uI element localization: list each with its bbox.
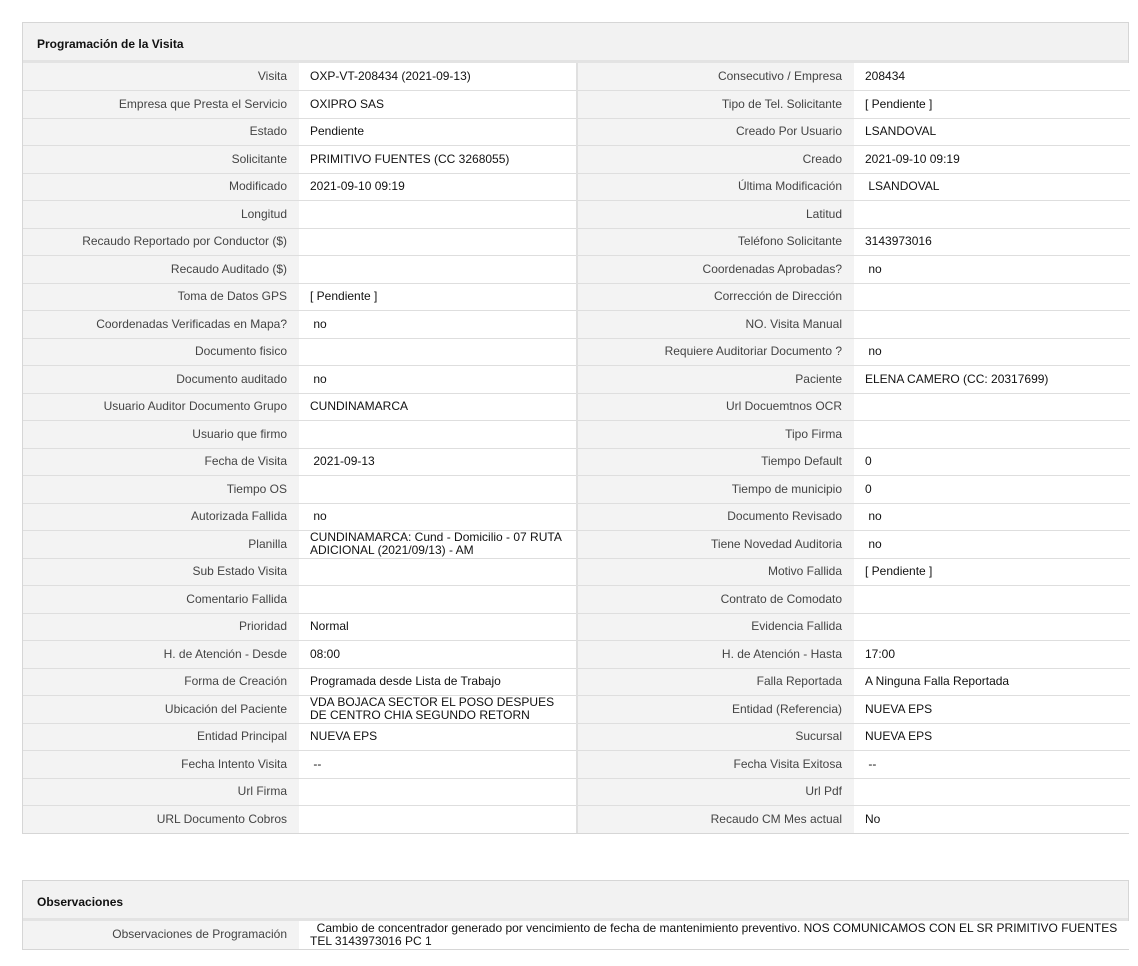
field-value: [854, 201, 1130, 229]
field-label: Falla Reportada: [577, 668, 854, 696]
field-value: 208434: [854, 63, 1130, 91]
detail-row: [23, 228, 1130, 256]
field-label: Url Firma: [23, 778, 299, 806]
field-value: [854, 283, 1130, 311]
field-value: [854, 393, 1130, 421]
field-value: [299, 201, 577, 229]
field-label: Evidencia Fallida: [577, 613, 854, 641]
detail-row: [23, 366, 1130, 394]
field-label: Comentario Fallida: [23, 586, 299, 614]
field-value: OXP-VT-208434 (2021-09-13): [299, 63, 577, 91]
detail-row: [23, 778, 1130, 806]
field-label: Motivo Fallida: [577, 558, 854, 586]
field-label: Tipo de Tel. Solicitante: [577, 91, 854, 119]
field-value: No: [854, 806, 1130, 834]
field-label: URL Documento Cobros: [23, 806, 299, 834]
detail-row: [23, 91, 1130, 119]
field-label: H. de Atención - Hasta: [577, 641, 854, 669]
field-value: no: [854, 531, 1130, 559]
field-label: Fecha de Visita: [23, 448, 299, 476]
field-label: Toma de Datos GPS: [23, 283, 299, 311]
field-label: Tiempo OS: [23, 476, 299, 504]
field-label: Empresa que Presta el Servicio: [23, 91, 299, 119]
field-value: NUEVA EPS: [854, 723, 1130, 751]
detail-row: [23, 476, 1130, 504]
field-label: Usuario que firmo: [23, 421, 299, 449]
field-value: [854, 613, 1130, 641]
field-label: Sub Estado Visita: [23, 558, 299, 586]
field-value: 2021-09-10 09:19: [299, 173, 577, 201]
field-label: Sucursal: [577, 723, 854, 751]
field-label: Planilla: [23, 531, 299, 559]
field-label: Entidad (Referencia): [577, 696, 854, 724]
field-value: 08:00: [299, 641, 577, 669]
field-value: no: [299, 503, 577, 531]
field-value: [854, 421, 1130, 449]
detail-row: [23, 531, 1130, 559]
field-value: 17:00: [854, 641, 1130, 669]
field-label: Url Pdf: [577, 778, 854, 806]
field-label: Documento auditado: [23, 366, 299, 394]
detail-row: [23, 806, 1130, 834]
detail-row: [23, 641, 1130, 669]
field-value: [854, 311, 1130, 339]
field-label: Fecha Visita Exitosa: [577, 751, 854, 779]
field-label: Paciente: [577, 366, 854, 394]
field-label: Visita: [23, 63, 299, 91]
field-value: PRIMITIVO FUENTES (CC 3268055): [299, 146, 577, 174]
field-value: [299, 558, 577, 586]
field-value: [299, 256, 577, 284]
detail-row: [23, 696, 1130, 724]
detail-row: [23, 311, 1130, 339]
field-label: Ubicación del Paciente: [23, 696, 299, 724]
field-value: [854, 778, 1130, 806]
field-label: Recaudo CM Mes actual: [577, 806, 854, 834]
visit-schedule-panel: [22, 22, 1129, 834]
field-value: --: [854, 751, 1130, 779]
field-value: no: [299, 311, 577, 339]
field-value: Programada desde Lista de Trabajo: [299, 668, 577, 696]
field-value: 0: [854, 476, 1130, 504]
field-value: ELENA CAMERO (CC: 20317699): [854, 366, 1130, 394]
field-label: Autorizada Fallida: [23, 503, 299, 531]
field-value: [854, 586, 1130, 614]
detail-row: [23, 503, 1130, 531]
field-label: Coordenadas Aprobadas?: [577, 256, 854, 284]
observations-title: Observaciones: [23, 881, 1128, 921]
field-label: Latitud: [577, 201, 854, 229]
field-value: no: [299, 366, 577, 394]
detail-row: [23, 283, 1130, 311]
field-label: Creado Por Usuario: [577, 118, 854, 146]
field-label: Creado: [577, 146, 854, 174]
field-value: NUEVA EPS: [854, 696, 1130, 724]
observations-value: Cambio de concentrador generado por vencimiento de fecha de mantenimiento preventivo. NOS COMUNICAMOS CON EL SR PRIMITIVO FUENTES TEL 3143973016 PC 1: [299, 921, 1130, 949]
field-value: OXIPRO SAS: [299, 91, 577, 119]
field-value: no: [854, 503, 1130, 531]
field-label: Contrato de Comodato: [577, 586, 854, 614]
detail-row: [23, 421, 1130, 449]
field-value: 0: [854, 448, 1130, 476]
field-label: Prioridad: [23, 613, 299, 641]
field-value: [299, 228, 577, 256]
field-label: Longitud: [23, 201, 299, 229]
detail-row: [23, 63, 1130, 91]
field-value: [ Pendiente ]: [854, 91, 1130, 119]
field-value: --: [299, 751, 577, 779]
field-label: Fecha Intento Visita: [23, 751, 299, 779]
field-label: Recaudo Reportado por Conductor ($): [23, 228, 299, 256]
field-value: [299, 586, 577, 614]
field-value: [299, 476, 577, 504]
field-value: [299, 421, 577, 449]
field-label: Requiere Auditoriar Documento ?: [577, 338, 854, 366]
field-label: Documento fisico: [23, 338, 299, 366]
field-value: 2021-09-10 09:19: [854, 146, 1130, 174]
field-value: 2021-09-13: [299, 448, 577, 476]
field-label: Coordenadas Verificadas en Mapa?: [23, 311, 299, 339]
detail-row: [23, 146, 1130, 174]
field-label: Última Modificación: [577, 173, 854, 201]
detail-row: [23, 558, 1130, 586]
field-value: 3143973016: [854, 228, 1130, 256]
field-value: no: [854, 256, 1130, 284]
field-label: Tiene Novedad Auditoria: [577, 531, 854, 559]
field-value: [ Pendiente ]: [854, 558, 1130, 586]
field-value: Normal: [299, 613, 577, 641]
detail-row: [23, 201, 1130, 229]
field-value: CUNDINAMARCA: [299, 393, 577, 421]
detail-row: [23, 173, 1130, 201]
detail-row: [23, 338, 1130, 366]
field-value: LSANDOVAL: [854, 173, 1130, 201]
field-label: Corrección de Dirección: [577, 283, 854, 311]
field-label: Solicitante: [23, 146, 299, 174]
detail-row: [23, 256, 1130, 284]
observations-label: Observaciones de Programación: [23, 921, 299, 949]
field-value: no: [854, 338, 1130, 366]
visit-details-table: [23, 63, 1130, 833]
field-label: Consecutivo / Empresa: [577, 63, 854, 91]
field-label: H. de Atención - Desde: [23, 641, 299, 669]
field-value: [299, 806, 577, 834]
field-value: [299, 338, 577, 366]
field-label: Estado: [23, 118, 299, 146]
detail-row: [23, 118, 1130, 146]
detail-row: [23, 393, 1130, 421]
field-value: Pendiente: [299, 118, 577, 146]
visit-schedule-title: Programación de la Visita: [23, 23, 1128, 63]
observations-table: [23, 921, 1130, 949]
field-label: Tiempo Default: [577, 448, 854, 476]
field-label: Documento Revisado: [577, 503, 854, 531]
field-value: CUNDINAMARCA: Cund - Domicilio - 07 RUTA ADICIONAL (2021/09/13) - AM: [299, 531, 577, 559]
detail-row: [23, 751, 1130, 779]
field-value: NUEVA EPS: [299, 723, 577, 751]
field-value: [299, 778, 577, 806]
field-value: VDA BOJACA SECTOR EL POSO DESPUES DE CENTRO CHIA SEGUNDO RETORN: [299, 696, 577, 724]
observations-row: [23, 921, 1130, 949]
field-label: Forma de Creación: [23, 668, 299, 696]
detail-row: [23, 668, 1130, 696]
field-label: Teléfono Solicitante: [577, 228, 854, 256]
field-value: A Ninguna Falla Reportada: [854, 668, 1130, 696]
field-value: LSANDOVAL: [854, 118, 1130, 146]
field-label: Usuario Auditor Documento Grupo: [23, 393, 299, 421]
field-label: NO. Visita Manual: [577, 311, 854, 339]
field-label: Tipo Firma: [577, 421, 854, 449]
observations-panel: [22, 880, 1129, 950]
field-label: Tiempo de municipio: [577, 476, 854, 504]
field-label: Recaudo Auditado ($): [23, 256, 299, 284]
detail-row: [23, 723, 1130, 751]
detail-row: [23, 586, 1130, 614]
field-label: Modificado: [23, 173, 299, 201]
detail-row: [23, 613, 1130, 641]
field-label: Entidad Principal: [23, 723, 299, 751]
field-value: [ Pendiente ]: [299, 283, 577, 311]
detail-row: [23, 448, 1130, 476]
field-label: Url Docuemtnos OCR: [577, 393, 854, 421]
